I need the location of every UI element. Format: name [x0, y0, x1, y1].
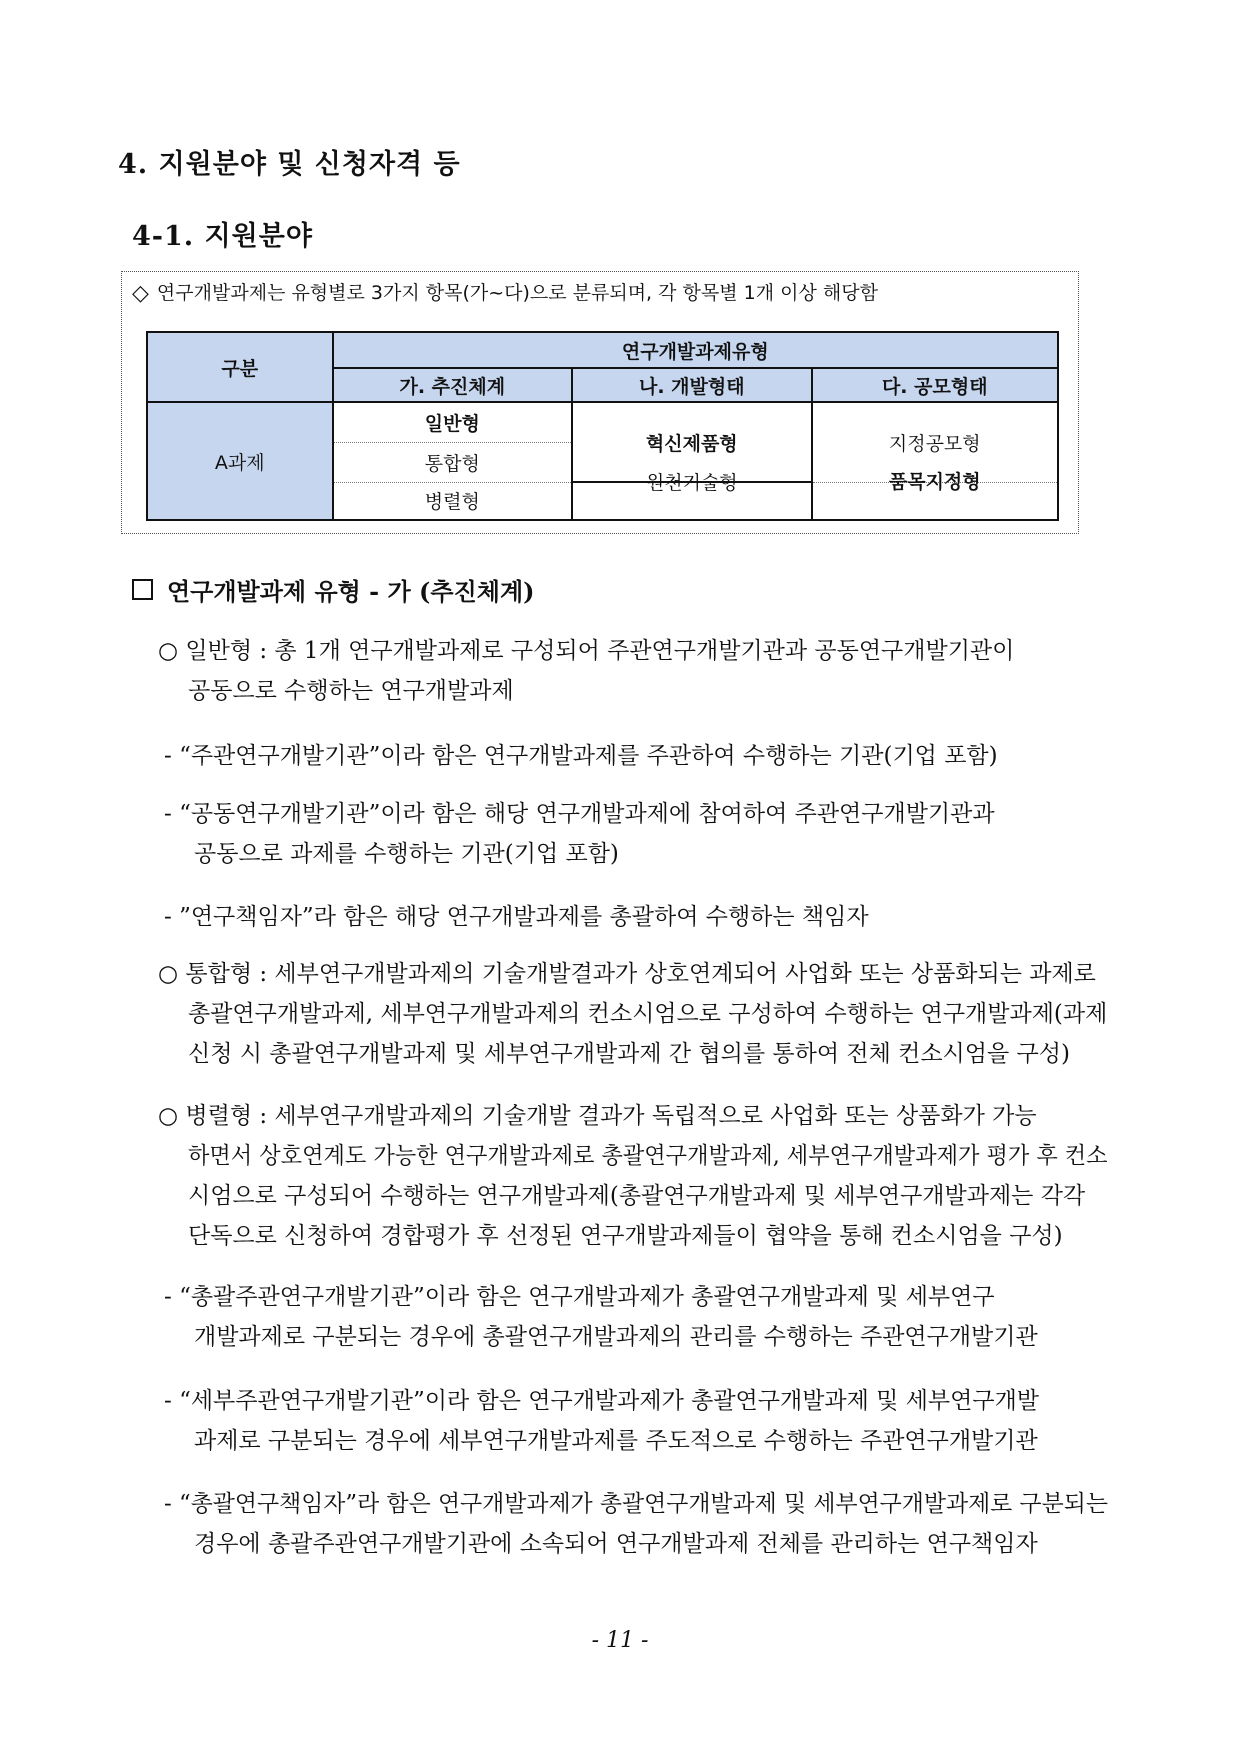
- paragraph-line: 개발과제로 구분되는 경우에 총괄연구개발과제의 관리를 수행하는 주관연구개발기관: [194, 1324, 1038, 1350]
- paragraph-line: ○ 일반형 : 총 1개 연구개발과제로 구성되어 주관연구개발기관과 공동연구개발기관이: [158, 638, 1015, 664]
- paragraph-pi: [164, 897, 869, 937]
- note-text: [132, 278, 878, 306]
- paragraph-general-lead-org: [164, 1277, 1038, 1357]
- note-content: 연구개발과제는 유형별로 3가지 항목(가~다)으로 분류되며, 각 항목별 1개 이상 해당함: [156, 282, 878, 304]
- cell-parallel: 병렬형: [333, 482, 572, 520]
- header-col-1: 가. 추진체계: [333, 368, 572, 402]
- paragraph-line: 공동으로 수행하는 연구개발과제: [188, 678, 514, 704]
- section-title-text: 연구개발과제 유형 - 가 (추진체계): [167, 577, 535, 606]
- paragraph-line: 신청 시 총괄연구개발과제 및 세부연구개발과제 간 협의를 통하여 전체 컨소시엄을 구성): [188, 1041, 1070, 1067]
- checkbox-square-icon: [132, 579, 153, 600]
- paragraph-line: 공동으로 과제를 수행하는 기관(기업 포함): [194, 841, 619, 867]
- project-type-table: [146, 331, 1059, 521]
- paragraph-line: 과제로 구분되는 경우에 세부연구개발과제를 주도적으로 수행하는 주관연구개발기관: [194, 1428, 1038, 1454]
- subsection-heading: 4-1. 지원분야: [132, 221, 313, 252]
- paragraph-line: 하면서 상호연계도 가능한 연구개발과제로 총괄연구개발과제, 세부연구개발과제가 평가 후 컨소: [188, 1143, 1108, 1169]
- paragraph-line: ○ 통합형 : 세부연구개발과제의 기술개발결과가 상호연계되어 사업화 또는 상품화되는 과제로: [158, 961, 1096, 987]
- cell-innovative: 혁신제품형: [572, 402, 811, 482]
- paragraph-general: [158, 631, 1014, 711]
- paragraph-line: 경우에 총괄주관연구개발기관에 소속되어 연구개발과제 전체를 관리하는 연구책임자: [194, 1531, 1038, 1557]
- row-label: A과제: [147, 402, 333, 520]
- paragraph-line: - ”연구책임자”라 함은 해당 연구개발과제를 총괄하여 수행하는 책임자: [164, 904, 869, 930]
- paragraph-lead-org: [164, 736, 998, 776]
- paragraph-line: - “총괄주관연구개발기관”이라 함은 연구개발과제가 총괄연구개발과제 및 세부연구: [164, 1284, 995, 1310]
- section-title: [132, 572, 535, 607]
- cell-general: 일반형: [333, 402, 572, 442]
- cell-integrated: 통합형: [333, 442, 572, 482]
- cell-designated: 지정공모형: [812, 402, 1058, 482]
- paragraph-joint-org: [164, 794, 995, 874]
- section-heading: 4. 지원분야 및 신청자격 등: [118, 149, 461, 180]
- paragraph-line: 단독으로 신청하여 경합평가 후 선정된 연구개발과제들이 협약을 통해 컨소시엄을 구성): [188, 1223, 1063, 1249]
- paragraph-line: 시엄으로 구성되어 수행하는 연구개발과제(총괄연구개발과제 및 세부연구개발과제는 각각: [188, 1183, 1086, 1209]
- cell-item-designated: 품목지정형: [812, 462, 1058, 500]
- cell-source-tech: 원천기술형: [572, 462, 811, 500]
- paragraph-line: - “세부주관연구개발기관”이라 함은 연구개발과제가 총괄연구개발과제 및 세부연구개발: [164, 1388, 1040, 1414]
- diamond-icon: ◇: [132, 281, 149, 306]
- paragraph-general-pi: [164, 1484, 1113, 1564]
- paragraph-line: - “총괄연구책임자”라 함은 연구개발과제가 총괄연구개발과제 및 세부연구개발과제로 구분되는: [164, 1491, 1108, 1517]
- page-number: - 11 -: [591, 1628, 649, 1653]
- paragraph-line: - “주관연구개발기관”이라 함은 연구개발과제를 주관하여 수행하는 기관(기업 포함): [164, 743, 998, 769]
- header-col-2: 나. 개발형태: [572, 368, 811, 402]
- paragraph-integrated: [158, 954, 1107, 1074]
- paragraph-line: ○ 병렬형 : 세부연구개발과제의 기술개발 결과가 독립적으로 사업화 또는 상품화가 가능: [158, 1103, 1037, 1129]
- header-project-type: 연구개발과제유형: [333, 332, 1058, 368]
- paragraph-sub-lead-org: [164, 1381, 1039, 1461]
- header-col-3: 다. 공모형태: [812, 368, 1058, 402]
- paragraph-parallel: [158, 1096, 1143, 1256]
- header-category: 구분: [147, 332, 333, 402]
- paragraph-line: 총괄연구개발과제, 세부연구개발과제의 컨소시엄으로 구성하여 수행하는 연구개발과제(과제: [188, 1001, 1108, 1027]
- paragraph-line: - “공동연구개발기관”이라 함은 해당 연구개발과제에 참여하여 주관연구개발기관과: [164, 801, 995, 827]
